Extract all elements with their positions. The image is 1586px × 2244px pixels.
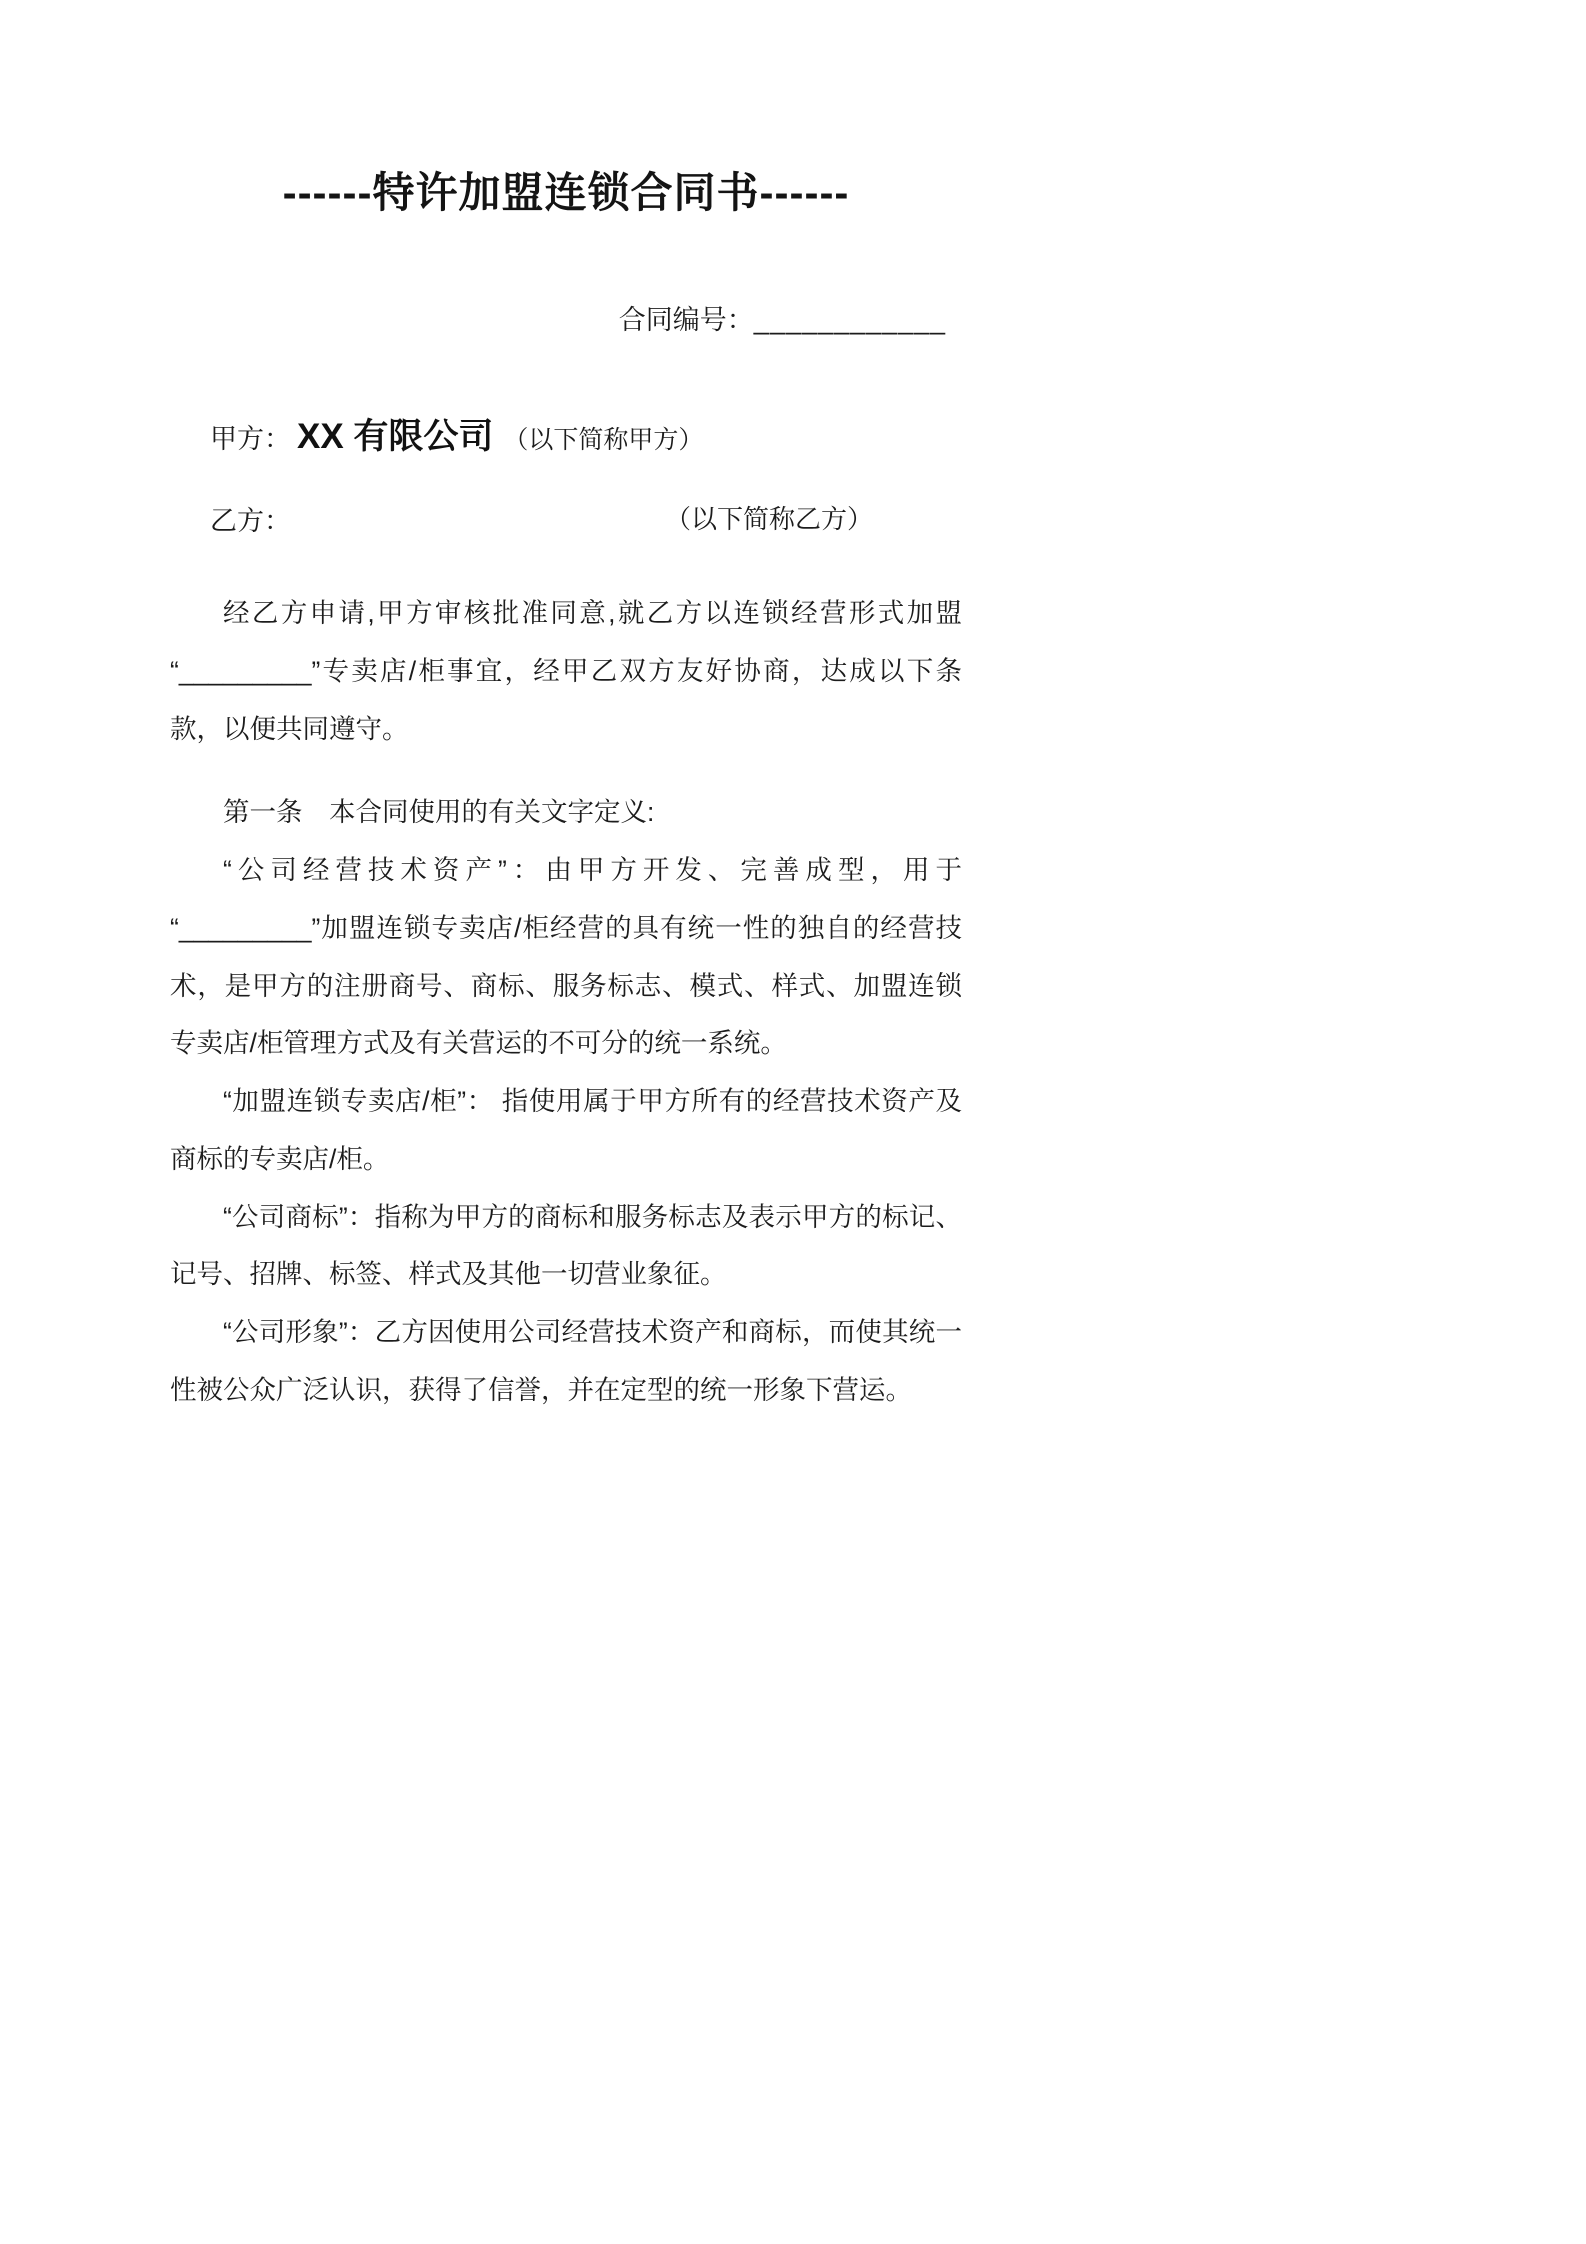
clause-1-heading: 第一条 本合同使用的有关文字定义: [223, 797, 655, 828]
party-b-label: 乙方： [210, 506, 291, 536]
party-a-name: XX 有限公司 [297, 417, 494, 456]
paragraph-intro: 经乙方申请,甲方审核批准同意,就乙方以连锁经营形式加盟“_________”专卖店/柜事宜，经甲乙双方友好协商，达成以下条款，以便共同遵守。 [170, 598, 962, 744]
contract-body [170, 585, 962, 1420]
definition-company-image: “公司形象”：乙方因使用公司经营技术资产和商标，而使其统一性被公众广泛认识，获得了信誉，并在定型的统一形象下营运。 [170, 1317, 962, 1405]
party-b-note: （以下简称乙方） [665, 504, 874, 534]
party-a-line [170, 409, 962, 459]
definition-company-trademark: “公司商标”：指称为甲方的商标和服务标志及表示甲方的标记、记号、招牌、标签、样式及其他一切营业象征。 [170, 1201, 962, 1290]
party-a-note: （以下简称甲方） [503, 426, 704, 454]
contract-number-label: 合同编号： [618, 305, 754, 335]
definition-company-business-assets: “公司经营技术资产”：由甲方开发、完善成型，用于“_________”加盟连锁专卖店/柜经营的具有统一性的独自的经营技术，是甲方的注册商号、商标、服务标志、模式、样式、加盟连锁专卖店/柜管理方式及有关营运的不可分的统一系统。 [170, 855, 962, 1059]
document-title: ------特许加盟连锁合同书------ [282, 169, 850, 216]
definition-franchise-store: “加盟连锁专卖店/柜”： 指使用属于甲方所有的经营技术资产及商标的专卖店/柜。 [170, 1086, 962, 1174]
contract-number-line [170, 298, 962, 337]
party-a-label: 甲方： [210, 424, 291, 454]
contract-number-blank: ____________ [753, 305, 946, 335]
party-b-line [170, 499, 962, 539]
document-content [170, 160, 962, 1420]
